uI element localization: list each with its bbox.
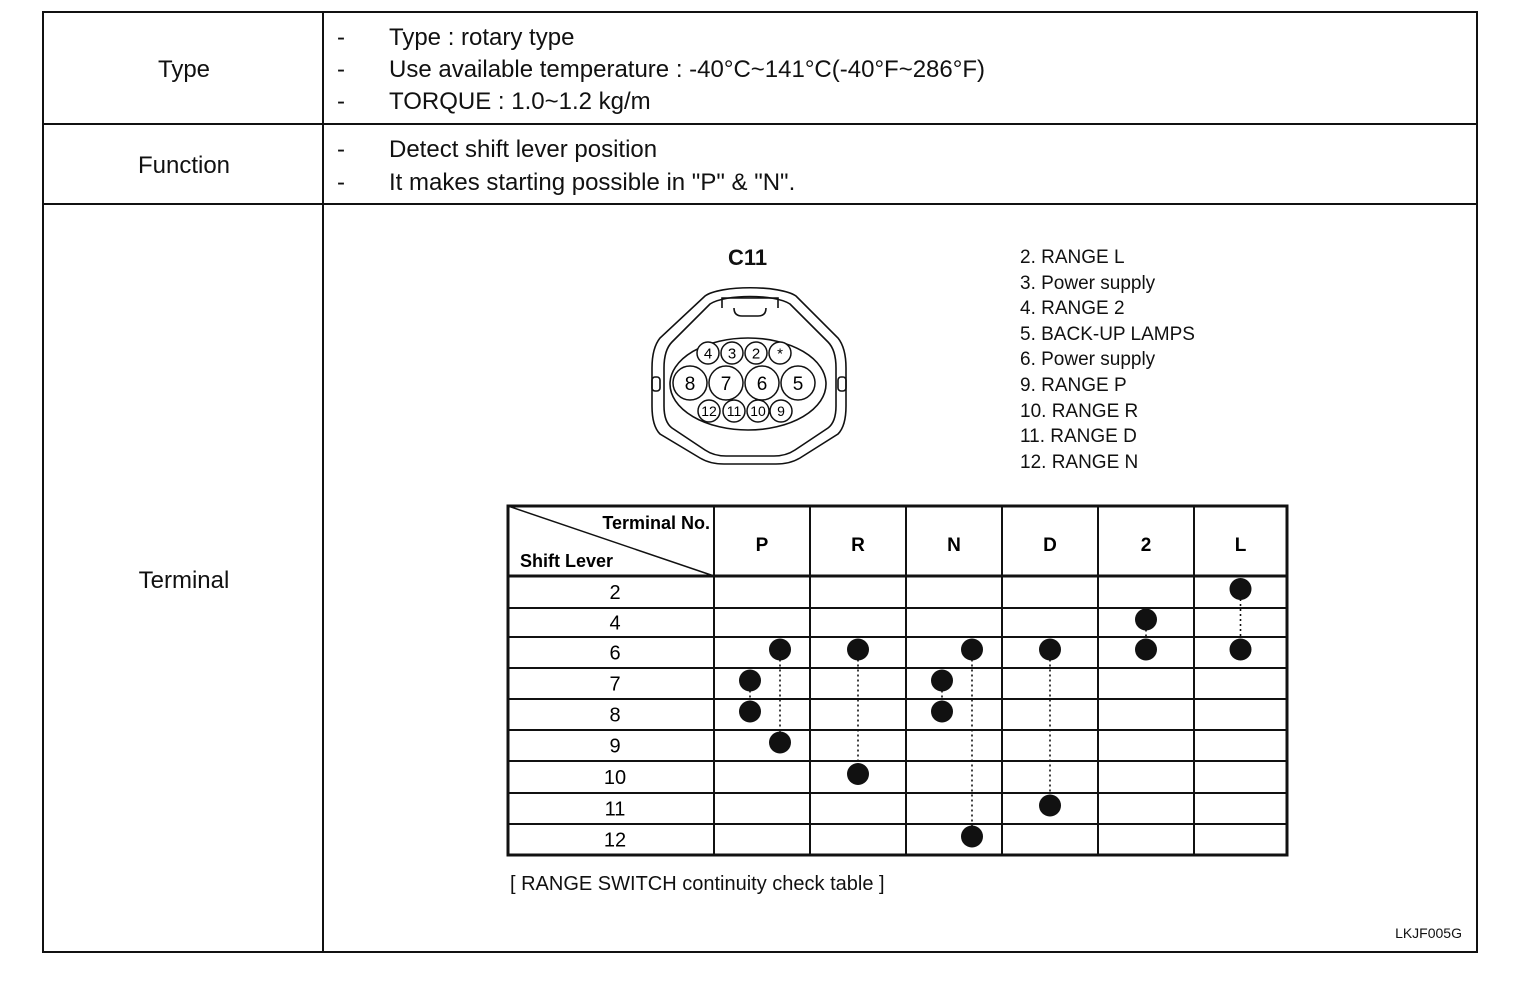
shift-lever-header: Shift Lever bbox=[520, 551, 614, 571]
continuity-dot-2-6 bbox=[1135, 639, 1157, 661]
pin-legend-item: 11. RANGE D bbox=[1020, 426, 1137, 448]
row-label-6: 6 bbox=[609, 642, 621, 665]
continuity-dot-L-2 bbox=[1230, 578, 1252, 600]
row-label-11: 11 bbox=[604, 798, 626, 821]
connector-pin-label: 9 bbox=[777, 403, 785, 420]
row-label-4: 4 bbox=[609, 612, 621, 635]
continuity-dot-D-6 bbox=[1039, 639, 1061, 661]
side-tab-right bbox=[838, 377, 846, 391]
row-label-7: 7 bbox=[609, 673, 621, 696]
connector-pin-label: * bbox=[777, 345, 783, 363]
pin-legend-item: 4. RANGE 2 bbox=[1020, 298, 1125, 320]
connector-pins bbox=[673, 342, 815, 422]
connector-pin-label: 3 bbox=[727, 345, 737, 363]
continuity-table bbox=[508, 506, 1287, 855]
pin-legend-item: 5. BACK-UP LAMPS bbox=[1020, 323, 1195, 345]
connector-pin-label: 2 bbox=[751, 345, 761, 363]
continuity-dot-N-6 bbox=[961, 639, 983, 661]
pin-legend-item: 6. Power supply bbox=[1020, 349, 1156, 371]
pin-legend-item: 9. RANGE P bbox=[1020, 374, 1127, 396]
connector-pin-label: 12 bbox=[701, 403, 717, 420]
continuity-dot-R-6 bbox=[847, 639, 869, 661]
continuity-dot-P-7 bbox=[739, 670, 761, 692]
type-label: Type bbox=[157, 56, 211, 83]
connector-pin-label: 7 bbox=[720, 373, 732, 395]
column-header-D: D bbox=[1043, 535, 1057, 556]
function-label: Function bbox=[137, 152, 231, 179]
column-header-P: P bbox=[755, 535, 769, 556]
column-header-N: N bbox=[947, 535, 961, 556]
continuity-dot-D-11 bbox=[1039, 795, 1061, 817]
row-label-2: 2 bbox=[609, 582, 621, 604]
connector-pin-label: 10 bbox=[750, 403, 766, 420]
continuity-dot-L-6 bbox=[1230, 639, 1252, 661]
column-header-R: R bbox=[851, 535, 865, 556]
pin-legend-item: 12. RANGE N bbox=[1020, 451, 1139, 473]
connector-name: C11 bbox=[728, 245, 768, 270]
continuity-dot-P-9 bbox=[769, 732, 791, 754]
column-header-L: L bbox=[1234, 535, 1247, 556]
continuity-dot-N-8 bbox=[931, 701, 953, 723]
continuity-dot-N-12 bbox=[961, 826, 983, 848]
row-label-9: 9 bbox=[609, 735, 621, 758]
connector-pin-label: 4 bbox=[703, 345, 713, 363]
pin-legend-item: 3. Power supply bbox=[1020, 272, 1156, 294]
continuity-table-caption: [ RANGE SWITCH continuity check table ] bbox=[510, 873, 885, 895]
connector-pin-label: 11 bbox=[726, 403, 742, 420]
figure-code: LKJF005G bbox=[1395, 925, 1462, 941]
continuity-dot-P-6 bbox=[769, 639, 791, 661]
connector-latch bbox=[722, 298, 778, 308]
continuity-dot-P-8 bbox=[739, 701, 761, 723]
terminal-label: Terminal bbox=[138, 567, 230, 594]
connector-pin-label: 6 bbox=[756, 373, 768, 395]
connector-pin-label: 5 bbox=[792, 373, 804, 395]
row-label-10: 10 bbox=[603, 767, 627, 789]
pin-legend-item: 10. RANGE R bbox=[1020, 400, 1139, 422]
continuity-dot-R-10 bbox=[847, 763, 869, 785]
terminal-no-header: Terminal No. bbox=[602, 513, 710, 533]
continuity-dot-N-7 bbox=[931, 670, 953, 692]
column-header-2: 2 bbox=[1140, 535, 1152, 556]
row-label-8: 8 bbox=[609, 704, 621, 727]
spec-table: Type Function Terminal - Type : rotary type - Use available temperature : -40°C~141°C(-40°F~286°F) - TORQUE : 1.0~1.2 kg/m - Detect shift lever position - It makes starting possible in "P" & "N". C11 2. RANGE L 3. Power supply 4. RANGE 2 5. BACK-UP LAMPS 6. Power supply 9. RANGE P 10. RANGE R 11. RANGE D 12. RANGE N [ RANGE SWITCH continuity check table ] LKJF005G bbox=[42, 11, 1478, 953]
side-tab-left bbox=[652, 377, 660, 391]
row-label-12: 12 bbox=[603, 829, 627, 852]
continuity-dot-2-4 bbox=[1135, 609, 1157, 631]
pin-legend-item: 2. RANGE L bbox=[1020, 247, 1125, 268]
connector-pin-label: 8 bbox=[684, 373, 696, 395]
